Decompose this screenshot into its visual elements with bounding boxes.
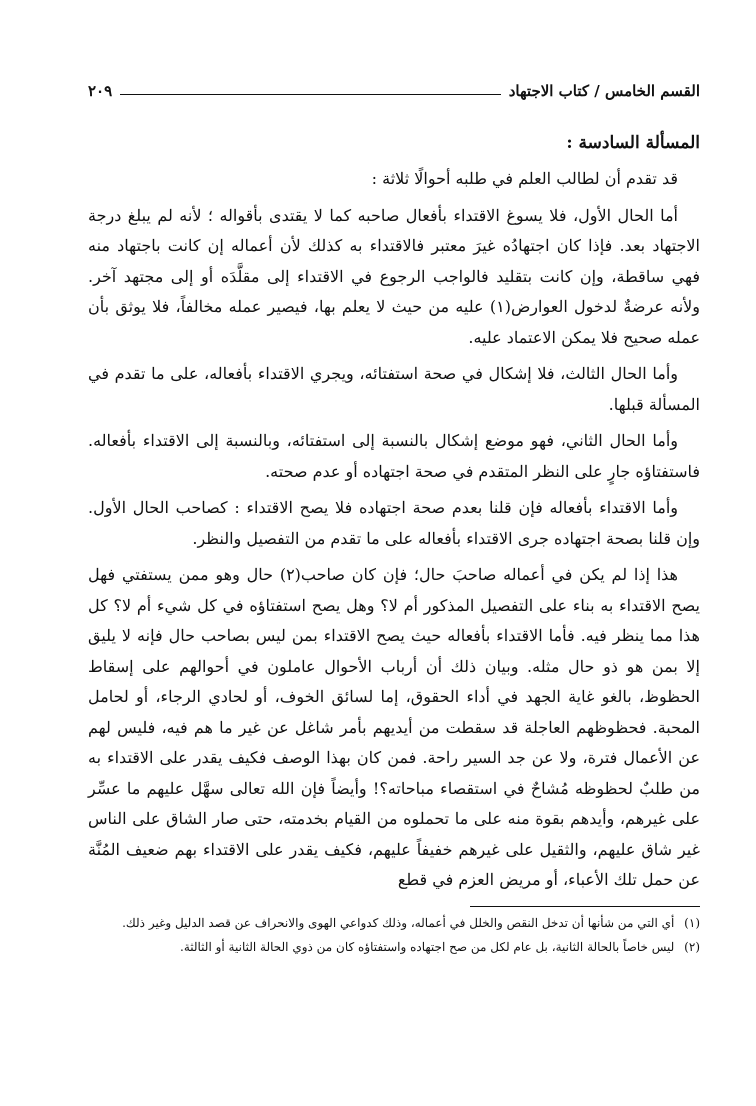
paragraph-5: وأما الاقتداء بأفعاله فإن قلنا بعدم صحة اجتهاده فلا يصح الاقتداء : كصاحب الحال الأول. وإن قلنا بصحة اجتهاده جرى الاقتداء بأفعاله على ما تقدم من التفصيل والنظر. xyxy=(88,498,700,548)
paragraph-1: قد تقدم أن لطالب العلم في طلبه أحوالًا ثلاثة : xyxy=(371,169,678,188)
paragraph-3: وأما الحال الثالث، فلا إشكال في صحة استفتائه، ويجري الاقتداء بأفعاله، على ما تقدم في المسألة قبلها. xyxy=(88,364,700,414)
paragraph-6: هذا إذا لم يكن في أعماله صاحبَ حال؛ فإن كان صاحب(٢) حال وهو ممن يستفتي فهل يصح الاقتداء به بناء على التفصيل المذكور أم لا؟ وهل يصح استفتاؤه في كل شيء أم لا؟ كل هذا مما ينظر فيه. فأما الاقتداء بأفعاله حيث يصح الاقتداء بمن ليس بصاحب حال فإنه لا يليق إلا بمن هو ذو حال مثله. وبيان ذلك أن أرباب الأحوال عاملون في أحوالهم على إسقاط الحظوظ، بالغو غاية الجهد في أداء الحقوق، إما لسائق الخوف، أو لحادي الرجاء، أو لحامل المحبة. فحظوظهم العاجلة قد سقطت من أيديهم بأمر شاغل عن غير ما هم فيه، فليس لهم عن الأعمال فترة، ولا عن جد السير راحة. فمن كان بهذا الوصف فكيف يقدر على الاقتداء به من طلبٌ لحظوظه مُشاحٌ في استقصاء مباحاته؟! وأيضاً فإن الله تعالى سهَّل عليهم ما عسِّر على غيرهم، وأيدهم بقوة منه على ما تحملوه من القيام بخدمته، حتى صار الشاق على الناس غير شاق عليهم، والثقيل على غيرهم خفيفاً عليهم، فكيف يقدر على الاقتداء بهم ضعيف المُنَّة عن حمل تلك الأعباء، أو مريض العزم في قطع xyxy=(88,565,701,889)
footnote-2-number: (٢) xyxy=(684,939,700,954)
running-header xyxy=(88,78,700,104)
section-title: المسألة السادسة : xyxy=(566,133,700,153)
paragraph-4: وأما الحال الثاني، فهو موضع إشكال بالنسبة إلى استفتائه، وبالنسبة إلى الاقتداء بأفعاله. فاستفتاؤه جارٍ على النظر المتقدم في صحة اجتهاده أو عدم صحته. xyxy=(88,431,700,481)
footnote-2 xyxy=(88,937,700,958)
paragraph-2: أما الحال الأول، فلا يسوغ الاقتداء بأفعال صاحبه كما لا يقتدى بأقواله ؛ لأنه لم يبلغ درجة الاجتهاد بعد. فإذا كان اجتهادُه غيرَ معتبر فالاقتداء به كذلك لأن أعماله إن كانت باجتهاد منه فهي ساقطة، وإن كانت بتقليد فالواجب الرجوع في الاقتداء إلى مقلَّدَه أو إلى مجتهد آخر. ولأنه عرضةٌ لدخول العوارض(١) عليه من حيث لا يعلم بها، فيصير عمله مخالفاً، فلا يوثق بأن عمله صحيح فلا يمكن الاعتماد عليه. xyxy=(88,205,701,347)
book-page xyxy=(88,78,700,961)
footnote-1 xyxy=(88,913,700,934)
header-rule xyxy=(120,94,501,95)
footnote-1-number: (١) xyxy=(684,915,700,930)
footnote-rule xyxy=(470,906,700,907)
footnote-2-text: ليس خاصاً بالحالة الثانية، بل عام لكل من صح اجتهاده واستفتاؤه كان من ذوي الحالة الثانية أو الثالثة. xyxy=(180,939,675,954)
footnote-1-text: أي التي من شأنها أن تدخل النقص والخلل في أعماله، وذلك كدواعي الهوى والانحراف عن قصد الدليل وغير ذلك. xyxy=(122,915,675,930)
page-number: ٢٠٩ xyxy=(88,82,113,100)
running-title: القسم الخامس / كتاب الاجتهاد xyxy=(508,82,700,100)
